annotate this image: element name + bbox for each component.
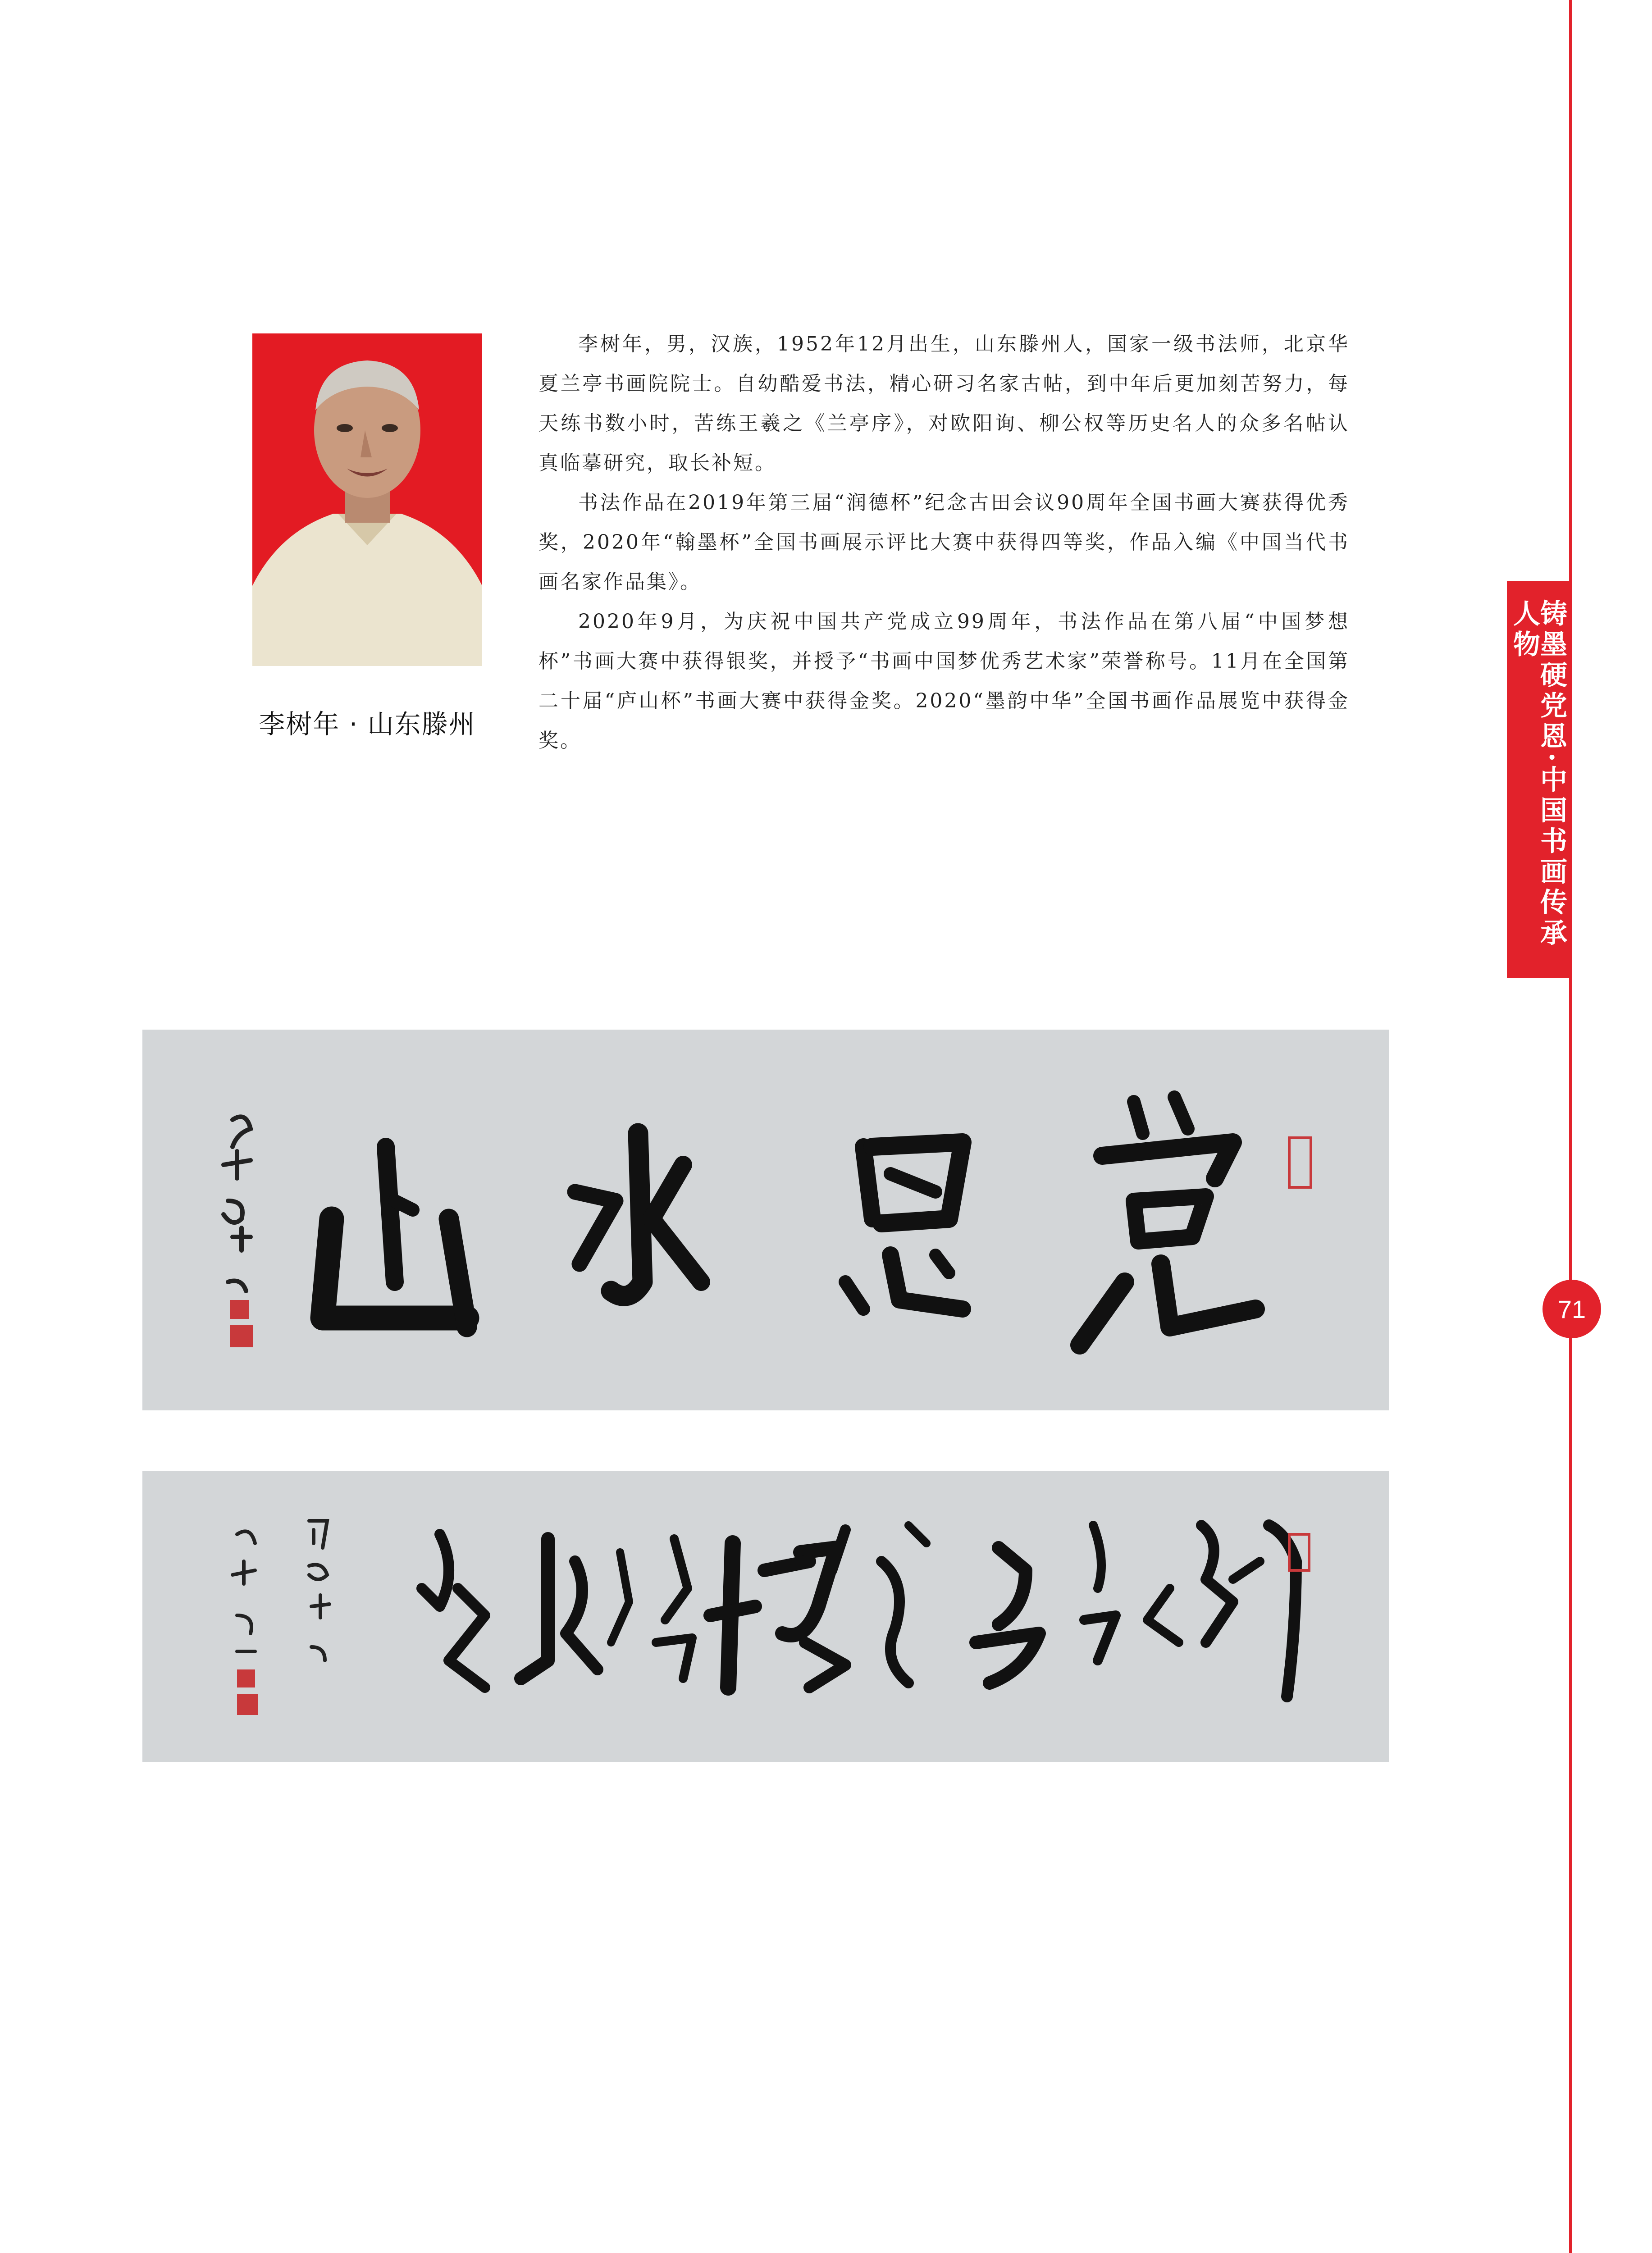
portrait-illustration: [252, 333, 482, 666]
calligraphy-artwork-1-image: [142, 1030, 1389, 1410]
page-number-text: 71: [1557, 1295, 1586, 1323]
margin-rule: [1569, 0, 1572, 2253]
bio-paragraph: 李树年，男，汉族，1952年12月出生，山东滕州人，国家一级书法师，北京华夏兰亭书画院院士。自幼酷爱书法，精心研习名家古帖，到中年后更加刻苦努力，每天练书数小时，苦练王羲之《兰亭序》，对欧阳询、柳公权等历史名人的众多名帖认真临摹研究，取长补短。: [538, 333, 1350, 474]
artist-caption: 李树年 · 山东滕州: [259, 709, 476, 739]
calligraphy-artwork-1: [142, 1030, 1389, 1410]
artist-biography: [538, 324, 1350, 761]
calligraphy-artwork-2-image: [142, 1471, 1389, 1762]
calligraphy-artwork-2: [142, 1471, 1389, 1762]
section-tab: [1507, 581, 1569, 978]
bio-paragraph: 2020年9月，为庆祝中国共产党成立99周年，书法作品在第八届“中国梦想杯”书画大赛中获得银奖，并授予“书画中国梦优秀艺术家”荣誉称号。11月在全国第二十届“庐山杯”书画大赛中获得金奖。2020“墨韵中华”全国书画作品展览中获得金奖。: [538, 610, 1350, 752]
artist-portrait: [252, 333, 482, 666]
bio-paragraph: 书法作品在2019年第三届“润德杯”纪念古田会议90周年全国书画大赛获得优秀奖，2020年“翰墨杯”全国书画展示评比大赛中获得四等奖，作品入编《中国当代书画名家作品集》。: [538, 491, 1350, 593]
section-tab-text: 铸墨硬党恩·中国书画传承人物: [1509, 599, 1567, 949]
page-number: [1542, 1280, 1601, 1338]
